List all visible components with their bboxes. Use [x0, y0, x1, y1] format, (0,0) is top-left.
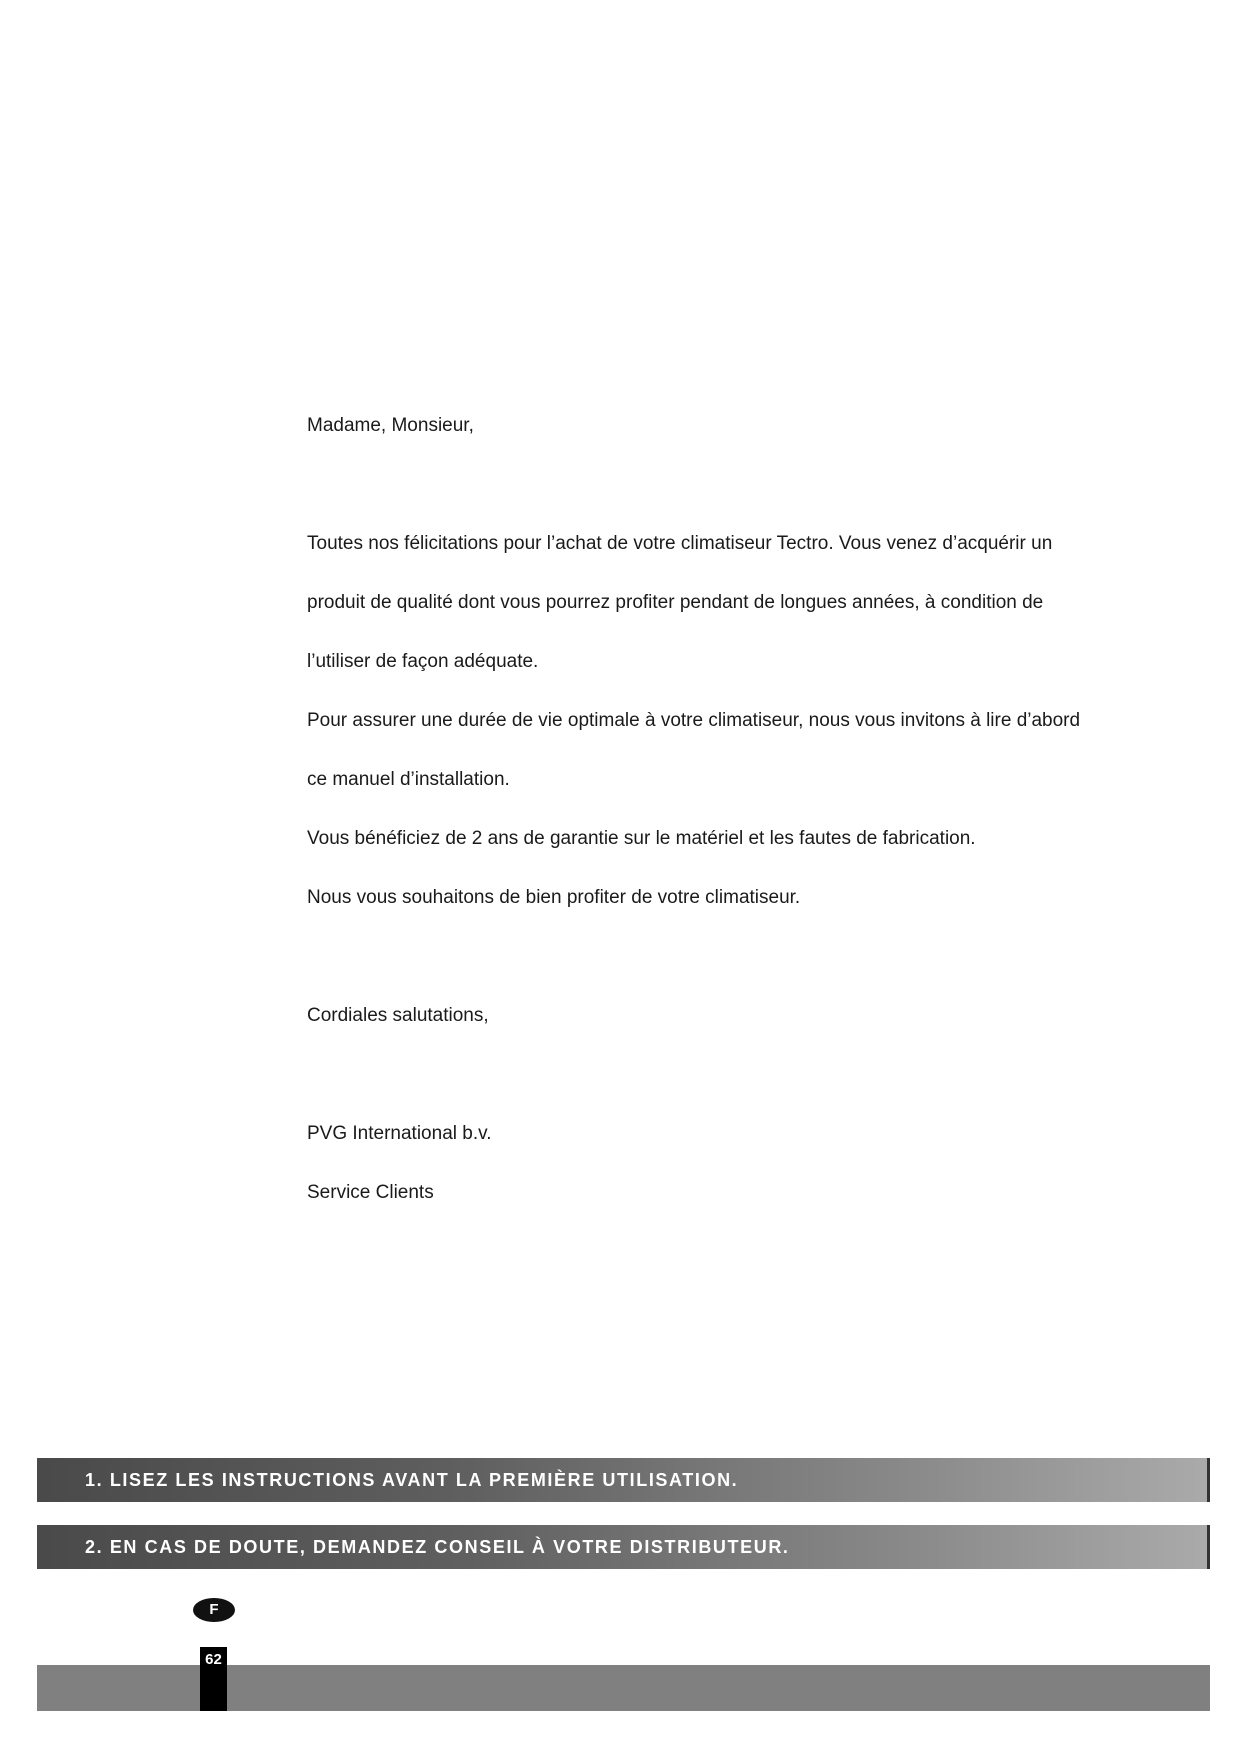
letter-line: Vous bénéficiez de 2 ans de garantie sur le matériel et les fautes de fabrication.	[307, 828, 976, 849]
salutation: Madame, Monsieur,	[307, 415, 474, 436]
department-name: Service Clients	[307, 1182, 434, 1203]
letter-line: Nous vous souhaitons de bien profiter de votre climatiseur.	[307, 887, 801, 908]
language-badge: F	[193, 1598, 235, 1622]
letter-line: Pour assurer une durée de vie optimale à votre climatiseur, nous vous invitons à lire d’abord	[307, 710, 1081, 731]
closing: Cordiales salutations,	[307, 1005, 489, 1026]
instruction-banner-2: 2. EN CAS DE DOUTE, DEMANDEZ CONSEIL À VOTRE DISTRIBUTEUR.	[37, 1525, 1210, 1569]
letter-line: ce manuel d’installation.	[307, 769, 510, 790]
company-name: PVG International b.v.	[307, 1123, 492, 1144]
letter-body	[307, 396, 1127, 1222]
letter-line: Toutes nos félicitations pour l’achat de votre climatiseur Tectro. Vous venez d’acquérir un	[307, 533, 1053, 554]
letter-line: l’utiliser de façon adéquate.	[307, 651, 539, 672]
letter-line: produit de qualité dont vous pourrez profiter pendant de longues années, à condition de	[307, 592, 1044, 613]
instruction-banner-1: 1. LISEZ LES INSTRUCTIONS AVANT LA PREMIÈRE UTILISATION.	[37, 1458, 1210, 1502]
page-number: 62	[200, 1647, 227, 1711]
